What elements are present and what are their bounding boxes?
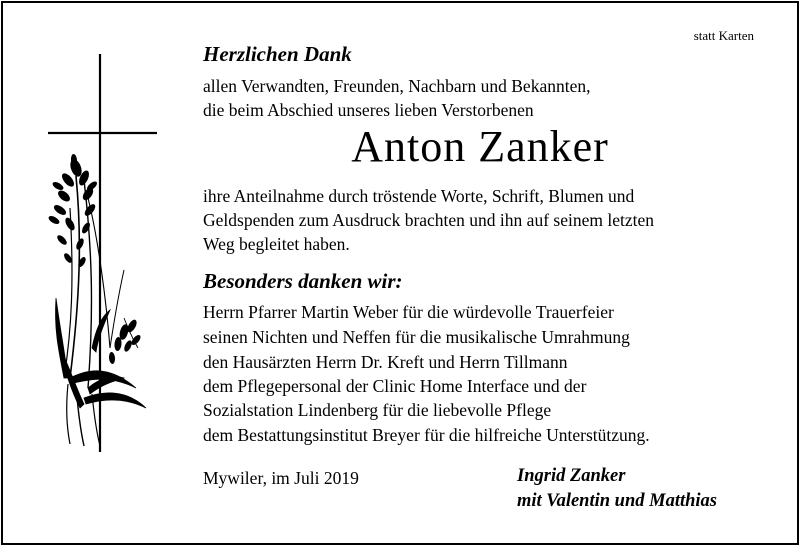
intro-line: allen Verwandten, Freunden, Nachbarn und Bekannten, [203, 76, 591, 96]
thanks-line: dem Bestattungsinstitut Breyer für die hilfreiche Unterstützung. [203, 425, 650, 445]
cross-icon [48, 54, 157, 452]
signature-line: Ingrid Zanker [517, 466, 626, 486]
thanks-line: Herrn Pfarrer Martin Weber für die würdevolle Trauerfeier [203, 302, 614, 322]
thanks-heading: Herzlichen Dank [203, 42, 352, 66]
grass-icon [47, 154, 146, 446]
thanks-line: den Hausärzten Herrn Dr. Kreft und Herrn Tillmann [203, 352, 568, 372]
thanks-line: dem Pflegepersonal der Clinic Home Interface und der [203, 376, 587, 396]
special-thanks-heading: Besonders danken wir: [203, 269, 403, 293]
signature-block [517, 464, 717, 514]
body-line: Weg begleitet haben. [203, 234, 350, 254]
thanks-line: Sozialstation Lindenberg für die liebevolle Pflege [203, 400, 552, 420]
place-date: Mywiler, im Juli 2019 [203, 468, 359, 488]
signature-line: mit Valentin und Matthias [517, 491, 717, 511]
cross-grass-decoration [40, 48, 170, 458]
body-line: Geldspenden zum Ausdruck brachten und ihn auf seinem letzten [203, 210, 654, 230]
body-line: ihre Anteilnahme durch tröstende Worte, Schrift, Blumen und [203, 186, 635, 206]
deceased-name: Anton Zanker [351, 122, 609, 171]
statt-karten-note: statt Karten [693, 28, 754, 43]
intro-line: die beim Abschied unseres lieben Verstorbenen [203, 100, 534, 120]
thanks-line: seinen Nichten und Neffen für die musikalische Umrahmung [203, 327, 630, 347]
